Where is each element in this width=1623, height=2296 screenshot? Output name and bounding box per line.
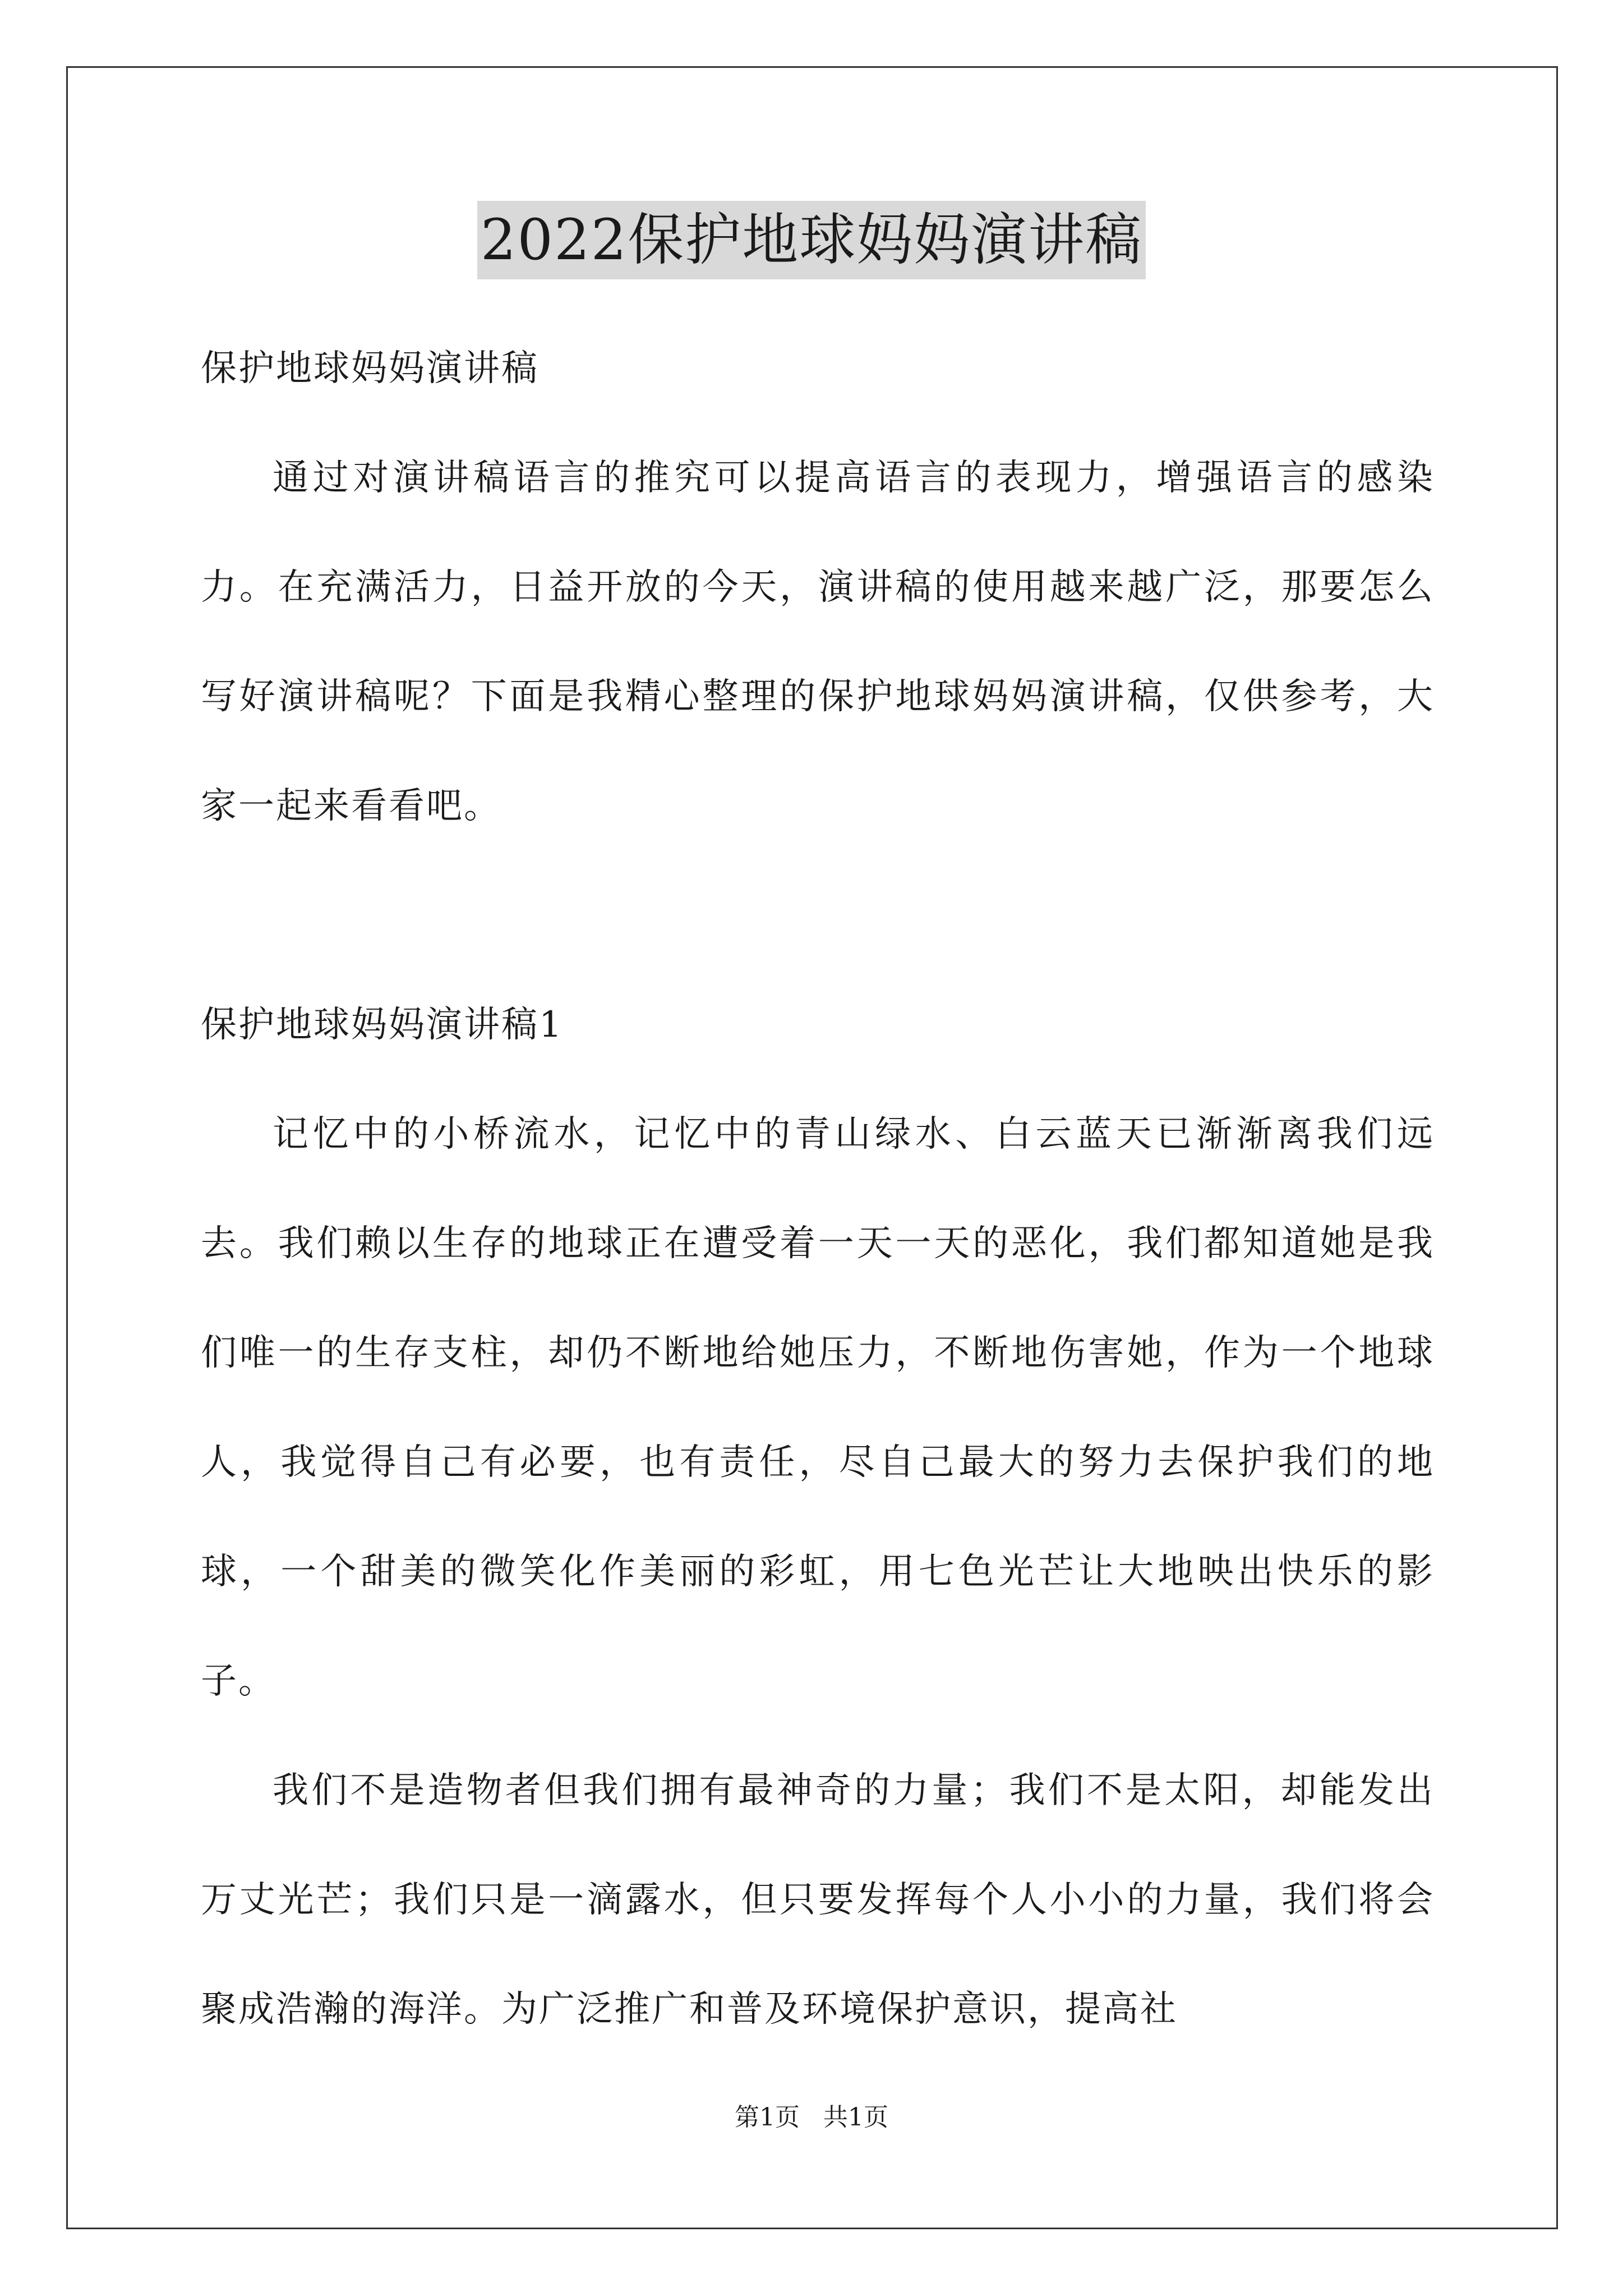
section-heading: 保护地球妈妈演讲稿1 [201,1004,564,1046]
title-container [0,201,1623,279]
section-spacer [201,861,1435,970]
page-footer: 第1页 共1页 [735,2103,888,2132]
document-title: 2022保护地球妈妈演讲稿 [477,201,1146,279]
document-subtitle: 保护地球妈妈演讲稿 [201,348,539,389]
document-body [201,314,1435,2064]
body-paragraph-1: 记忆中的小桥流水，记忆中的青山绿水、白云蓝天已渐渐离我们远去。我们赖以生存的地球正在遭受着一天一天的恶化，我们都知道她是我们唯一的生存支柱，却仍不断地给她压力，不断地伤害她，作为一个地球人，我觉得自己有必要，也有责任，尽自己最大的努力去保护我们的地球，一个甜美的微笑化作美丽的彩虹，用七色光芒让大地映出快乐的影子。 [201,1114,1435,1702]
body-paragraph-2: 我们不是造物者但我们拥有最神奇的力量；我们不是太阳，却能发出万丈光芒；我们只是一滴露水，但只要发挥每个人小小的力量，我们将会聚成浩瀚的海洋。为广泛推广和普及环境保护意识，提高社 [201,1770,1435,2030]
intro-paragraph: 通过对演讲稿语言的推究可以提高语言的表现力，增强语言的感染力。在充满活力，日益开放的今天，演讲稿的使用越来越广泛，那要怎么写好演讲稿呢？下面是我精心整理的保护地球妈妈演讲稿，仅供参考，大家一起来看看吧。 [201,457,1435,827]
